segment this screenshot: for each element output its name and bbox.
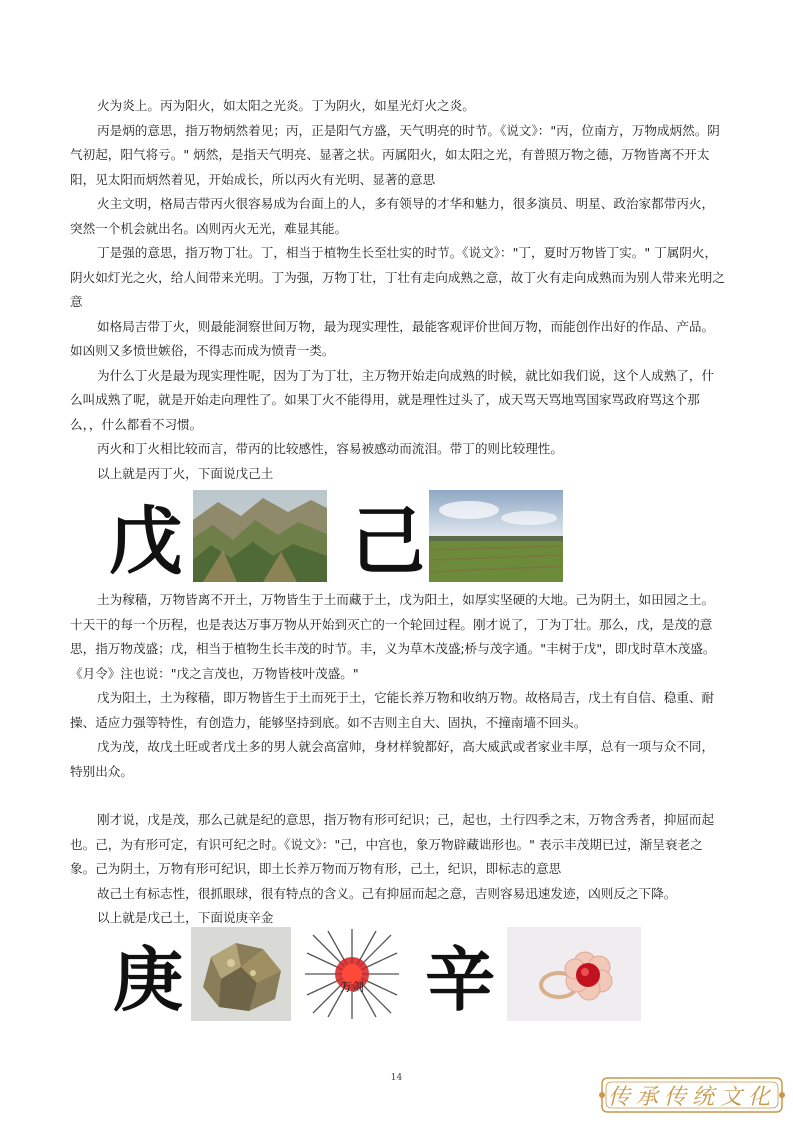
- calligraphy-ji: 己: [351, 498, 425, 585]
- paragraph: 以上就是丙丁火，下面说戊己土: [97, 465, 274, 481]
- ring-photo: [507, 927, 641, 1021]
- image-row-wu-ji: [98, 488, 563, 583]
- paragraph: 以上就是戊己土，下面说庚辛金: [97, 910, 274, 925]
- paragraph: 故己土有标志性，很抓眼球，很有特点的含义。己有抑屈而起之意，吉则容易迅速发迹，凶则反之下降。: [97, 885, 677, 901]
- paragraph: 火为炎上。丙为阳火，如太阳之光炎。丁为阴火，如星光灯火之炎。: [97, 98, 475, 113]
- calligraphy-geng: 庚: [113, 937, 183, 1021]
- stamp-text: 传承传统文化: [607, 1084, 776, 1110]
- calligraphy-xin: 辛: [425, 937, 495, 1021]
- paragraph: 土为稼穑，万物皆离不开土，万物皆生于土而藏于土，戊为阳土，如厚实坚硬的大地。己为阴土，如田园之土。十天干的每一个历程，也是表达万事万物从开始到灭亡的一个轮回过程。刚才说了，丁为丁壮。那么，戊，是茂的意思，指万物茂盛；戊，相当于植物生长丰茂的时节。丰，义为草木茂盛;桥与茂字通。"丰树于戊"，即戊时草木茂盛。《月令》注也说："戊之言茂也，万物皆枝叶茂盛。": [70, 592, 716, 681]
- paragraph: 如格局吉带丁火，则最能洞察世间万物，最为现实理性，最能客观评价世间万物，而能创作出好的作品、产品。如凶则又多愤世嫉俗，不得志而成为愤青一类。: [70, 318, 715, 358]
- field-photo: [429, 490, 563, 582]
- paragraph: 火主文明，格局吉带丙火很容易成为台面上的人，多有领导的才华和魅力，很多演员、明星、政治家都带丙火，突然一个机会就出名。凶则丙火无光，难显其能。: [70, 196, 715, 236]
- paragraph: 丁是强的意思，指万物丁壮。丁，相当于植物生长至壮实的时节。《说文》："丁，夏时万物皆丁实。" 丁属阴火，阴火如灯光之火，给人间带来光明。丁为强，万物丁壮，丁壮有走向成熟之意，故丁火有走向成熟而为别人带来光明之意: [70, 245, 725, 309]
- paragraph: 丙是炳的意思，指万物炳然着见；丙，正是阳气方盛，天气明亮的时节。《说文》："丙，位南方，万物成炳然。阴气初起，阳气将亏。" 炳然，是指天气明亮、显著之状。丙属阳火，如太阳之光，有普照万物之德，万物皆离不开太阳，见太阳而炳然着见，开始成长，所以丙火有光明、显著的意思: [70, 122, 720, 187]
- calligraphy-wu: 戊: [108, 498, 183, 585]
- text-block-middle: [70, 588, 725, 931]
- paragraph: 刚才说，戊是茂，那么己就是纪的意思，指万物有形可纪识；己，起也，土行四季之末，万物含秀者，抑屈而起也。己，为有形可定，有识可纪之时。《说文》："己，中宫也，象万物辟藏诎形也。" 表示丰茂期已过，渐呈衰老之象。己为阴土，万物有形可纪识，即土长养万物而万物有形，己土，纪识，即标志的意思: [70, 812, 715, 876]
- paragraph: 为什么丁火是最为现实理性呢，因为丁为丁壮，主万物开始走向成熟的时候，就比如我们说，这个人成熟了，什么叫成熟了呢，就是开始走向理性了。如果丁火不能得用，就是理性过头了，成天骂天骂地骂国家骂政府骂这个那么，，什么都看不习惯。: [70, 367, 715, 432]
- pyrite-photo: [191, 927, 291, 1021]
- page-number: 14: [390, 1073, 403, 1083]
- image-row-geng-xin: [105, 925, 641, 1023]
- paragraph: 丙火和丁火相比较而言，带丙的比较感性，容易被感动而流泪。带丁的则比较理性。: [97, 441, 563, 456]
- paragraph: 戊为阳土，土为稼穑，即万物皆生于土而死于土，它能长养万物和收纳万物。故格局吉，戊土有自信、稳重、耐操、适应力强等特性，有创造力，能够坚持到底。如不吉则主自大、固执，不撞南墙不回头。: [70, 690, 715, 730]
- sword-label: 万剑: [339, 980, 365, 994]
- paragraph: 戊为茂，故戊土旺或者戊土多的男人就会高富帅，身材样貌都好，高大威武或者家业丰厚，总有一项与众不同，特别出众。: [70, 739, 715, 779]
- watermark-stamp: [598, 1074, 786, 1116]
- mountain-photo: [193, 490, 327, 582]
- swords-illustration: [303, 927, 401, 1021]
- text-block-top: [70, 94, 725, 486]
